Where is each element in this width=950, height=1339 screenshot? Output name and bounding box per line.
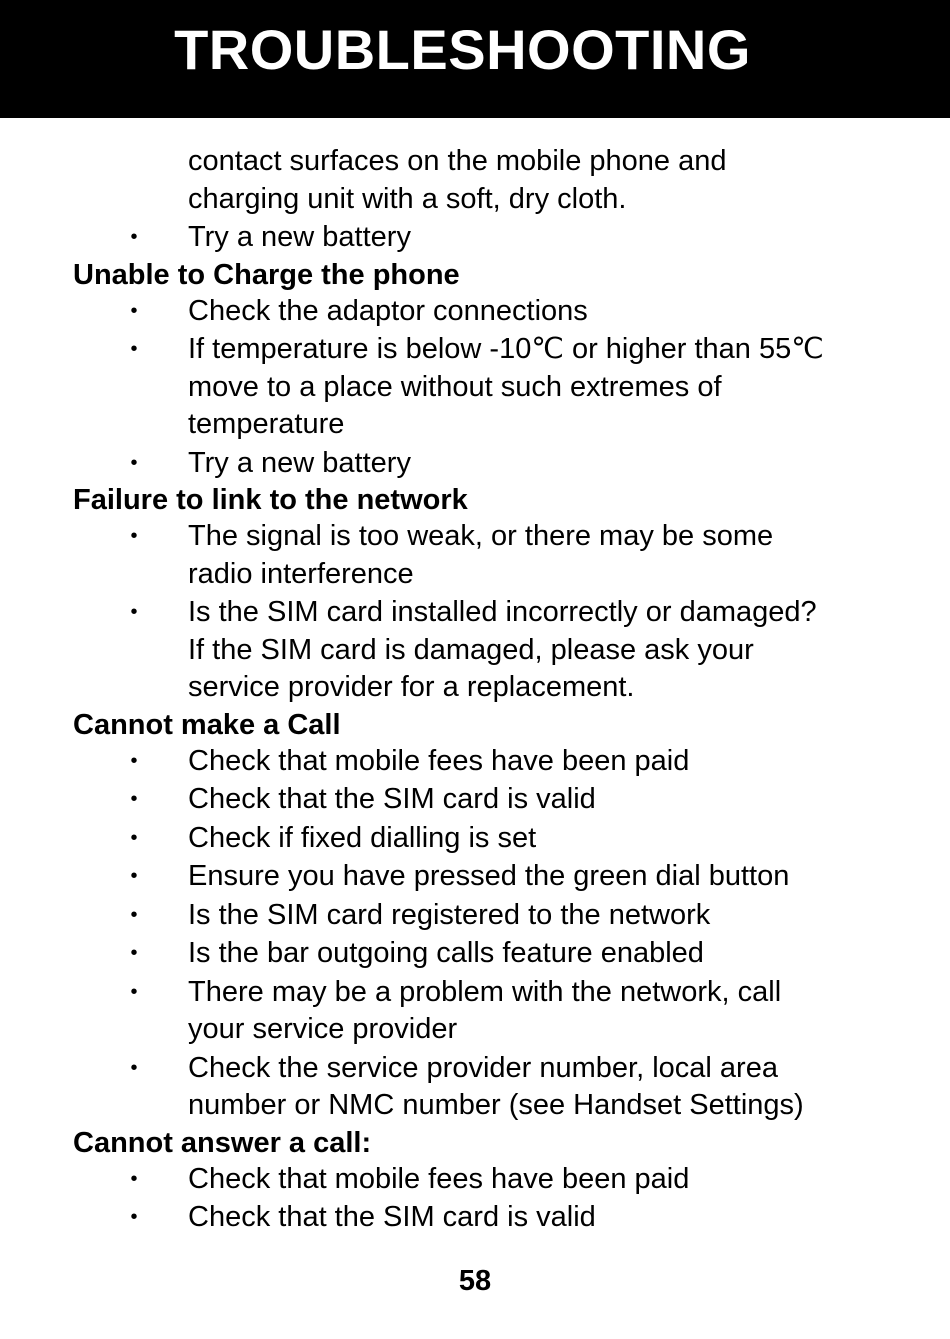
bullet-text-line: number or NMC number (see Handset Settings) xyxy=(188,1089,804,1121)
document-body xyxy=(0,143,950,1238)
bullet-text-line: temperature xyxy=(188,408,345,440)
bullet-item xyxy=(130,1161,950,1199)
text-line: charging unit with a soft, dry cloth. xyxy=(188,182,627,215)
bullet-item xyxy=(130,518,950,593)
bullet-item xyxy=(130,219,950,257)
header-bar xyxy=(0,0,950,118)
bullet-item xyxy=(130,974,950,1049)
bullet-icon: • xyxy=(130,338,138,360)
bullet-item xyxy=(130,743,950,781)
bullet-text-line: Check the service provider number, local area xyxy=(188,1051,778,1084)
continuation-paragraph xyxy=(188,143,950,218)
bullet-text-line: radio interference xyxy=(188,557,414,590)
page-title: TROUBLESHOOTING xyxy=(174,18,751,81)
bullet-text-line: Check the adaptor connections xyxy=(188,294,588,327)
bullet-item xyxy=(130,445,950,483)
bullet-icon: • xyxy=(130,1206,138,1228)
bullet-item xyxy=(130,897,950,935)
bullet-item xyxy=(130,935,950,973)
bullet-icon: • xyxy=(130,525,138,547)
bullet-text-line: The signal is too weak, or there may be some xyxy=(188,520,774,552)
bullet-text-line: Is the SIM card installed incorrectly or damaged? xyxy=(188,596,817,628)
page-number: 58 xyxy=(458,1265,492,1297)
bullet-text-line: Try a new battery xyxy=(188,446,411,479)
bullet-text-line: Check that the SIM card is valid xyxy=(188,1201,596,1233)
bullet-item xyxy=(130,293,950,331)
bullet-icon: • xyxy=(130,826,138,849)
bullet-text-line: move to a place without such extremes of xyxy=(188,370,722,403)
section-heading: Cannot make a Call xyxy=(73,708,341,741)
bullet-text-line: Try a new battery xyxy=(188,221,411,253)
bullet-text-line: Is the bar outgoing calls feature enabled xyxy=(188,937,704,969)
text-line: contact surfaces on the mobile phone and xyxy=(188,145,727,177)
bullet-text-line: Check that mobile fees have been paid xyxy=(188,1162,690,1195)
bullet-icon: • xyxy=(130,903,138,926)
bullet-icon: • xyxy=(130,601,138,623)
bullet-item xyxy=(130,594,950,707)
bullet-item xyxy=(130,331,950,444)
bullet-icon: • xyxy=(130,1056,138,1079)
bullet-text-line: There may be a problem with the network, call xyxy=(188,975,782,1008)
bullet-text-line: Is the SIM card registered to the network xyxy=(188,898,711,931)
bullet-icon: • xyxy=(130,1167,138,1190)
bullet-icon: • xyxy=(130,299,138,322)
bullet-icon: • xyxy=(130,226,138,248)
bullet-icon: • xyxy=(130,749,138,772)
bullet-icon: • xyxy=(130,980,138,1003)
bullet-text-line: Ensure you have pressed the green dial button xyxy=(188,860,790,892)
bullet-item xyxy=(130,1199,950,1237)
bullet-icon: • xyxy=(130,451,138,474)
bullet-text-line: If the SIM card is damaged, please ask your xyxy=(188,633,754,666)
bullet-icon: • xyxy=(130,865,138,887)
bullet-text-line: Check that mobile fees have been paid xyxy=(188,744,690,777)
bullet-text-line: Check that the SIM card is valid xyxy=(188,783,596,815)
bullet-item xyxy=(130,820,950,858)
section-heading: Unable to Charge the phone xyxy=(73,258,460,291)
section-heading: Cannot answer a call: xyxy=(73,1126,372,1159)
bullet-item xyxy=(130,781,950,819)
bullet-icon: • xyxy=(130,788,138,810)
section-heading: Failure to link to the network xyxy=(73,484,468,516)
bullet-icon: • xyxy=(130,942,138,964)
bullet-text-line: service provider for a replacement. xyxy=(188,671,635,703)
bullet-text-line: your service provider xyxy=(188,1013,458,1045)
bullet-item xyxy=(130,1050,950,1125)
bullet-text-line: Check if fixed dialling is set xyxy=(188,821,537,854)
bullet-text-line: If temperature is below -10℃ or higher than 55℃ xyxy=(188,333,824,365)
bullet-item xyxy=(130,858,950,896)
